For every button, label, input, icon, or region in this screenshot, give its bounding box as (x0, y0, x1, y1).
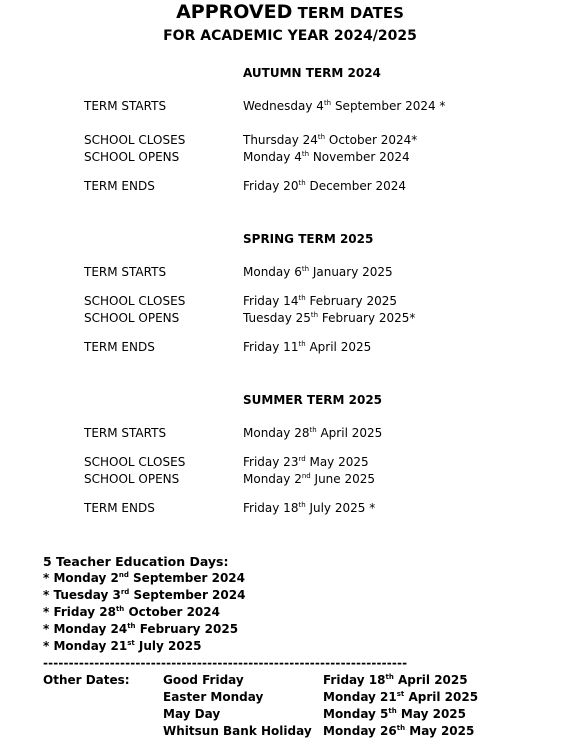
date-month-year: June 2025 (310, 472, 376, 486)
date-suffix: th (298, 294, 306, 302)
title-approved: APPROVED (176, 1, 293, 23)
date-month-year: May 2025 (396, 707, 466, 721)
date-suffix: th (298, 501, 306, 509)
spring-school-closes-label: SCHOOL CLOSES (84, 294, 186, 308)
date-suffix: rd (120, 588, 130, 596)
summer-term-starts-label: TERM STARTS (84, 426, 167, 440)
date-month-year: February 2025 (305, 294, 397, 308)
date-suffix: th (127, 622, 136, 630)
date-day: Friday 11 (243, 340, 299, 354)
date-month-year: December 2024 (305, 179, 407, 193)
date-month-year: May 2025 (305, 455, 369, 469)
spring-term-starts-label: TERM STARTS (84, 265, 167, 279)
autumn-term-starts-date (243, 99, 445, 113)
other-dates-label: Other Dates: (43, 673, 130, 687)
spring-term-ends-label: TERM ENDS (84, 340, 155, 354)
date-day: Monday 28 (243, 426, 310, 440)
date-month-year: January 2025 (309, 265, 393, 279)
date-day: * Monday 2 (43, 571, 119, 585)
summer-term-ends-date (243, 501, 375, 515)
date-suffix: th (298, 179, 306, 187)
dashed-separator: ----------------------------------------------------------------------- (43, 656, 408, 670)
date-month-year: October 2024* (325, 133, 418, 147)
autumn-term-starts-label: TERM STARTS (84, 99, 167, 113)
other-date-value (323, 707, 466, 721)
other-date-name: May Day (163, 707, 221, 721)
date-month-year: April 2025 (316, 426, 383, 440)
other-date-value (323, 690, 478, 704)
date-day: Friday 14 (243, 294, 299, 308)
date-suffix: th (309, 426, 317, 434)
autumn-school-opens-date (243, 150, 410, 164)
spring-school-closes-date (243, 294, 397, 308)
date-day: Monday 2 (243, 472, 302, 486)
date-month-year: February 2025* (318, 311, 416, 325)
teacher-day-item (43, 605, 220, 619)
date-month-year: November 2024 (309, 150, 410, 164)
date-day: Monday 21 (323, 690, 397, 704)
summer-school-opens-label: SCHOOL OPENS (84, 472, 180, 486)
date-month-year: July 2025 * (305, 501, 376, 515)
teacher-day-item (43, 571, 245, 585)
date-suffix: th (301, 265, 310, 273)
date-suffix: th (301, 150, 310, 158)
spring-term-ends-date (243, 340, 371, 354)
date-suffix: st (396, 690, 405, 698)
date-day: Friday 18 (243, 501, 299, 515)
date-day: * Monday 21 (43, 639, 128, 653)
date-day: * Monday 24 (43, 622, 128, 636)
date-suffix: st (127, 639, 135, 647)
document-title (0, 0, 580, 25)
date-month-year: September 2024 * (331, 99, 446, 113)
summer-term-starts-date (243, 426, 382, 440)
date-day: Monday 4 (243, 150, 302, 164)
date-suffix: th (317, 133, 326, 141)
date-day: Tuesday 25 (243, 311, 311, 325)
other-date-name: Good Friday (163, 673, 244, 687)
autumn-term-heading: AUTUMN TERM 2024 (243, 66, 381, 80)
spring-term-starts-date (243, 265, 393, 279)
title-term-dates: TERM DATES (292, 4, 404, 22)
date-suffix: th (388, 707, 397, 715)
date-month-year: May 2025 (405, 724, 475, 738)
date-month-year: April 2025 (305, 340, 372, 354)
autumn-term-ends-label: TERM ENDS (84, 179, 155, 193)
date-month-year: April 2025 (404, 690, 479, 704)
date-suffix: th (385, 673, 394, 681)
date-month-year: September 2024 (128, 571, 246, 585)
date-suffix: th (396, 724, 406, 732)
teacher-day-item (43, 639, 201, 653)
date-day: Friday 18 (323, 673, 386, 687)
summer-school-opens-date (243, 472, 375, 486)
date-suffix: rd (298, 455, 306, 463)
spring-school-opens-date (243, 311, 415, 325)
date-month-year: February 2025 (135, 622, 239, 636)
date-day: * Tuesday 3 (43, 588, 121, 602)
date-day: Monday 6 (243, 265, 302, 279)
date-day: Friday 20 (243, 179, 299, 193)
other-date-value (323, 673, 468, 687)
teacher-day-item (43, 588, 245, 602)
date-day: Wednesday 4 (243, 99, 324, 113)
date-suffix: th (310, 311, 319, 319)
date-day: * Friday 28 (43, 605, 116, 619)
autumn-school-opens-label: SCHOOL OPENS (84, 150, 180, 164)
spring-school-opens-label: SCHOOL OPENS (84, 311, 180, 325)
date-suffix: th (298, 340, 306, 348)
date-month-year: April 2025 (393, 673, 468, 687)
autumn-school-closes-label: SCHOOL CLOSES (84, 133, 186, 147)
teacher-days-heading: 5 Teacher Education Days: (43, 554, 229, 569)
date-suffix: nd (301, 472, 311, 480)
date-day: Monday 5 (323, 707, 389, 721)
other-date-name: Easter Monday (163, 690, 264, 704)
autumn-school-closes-date (243, 133, 417, 147)
date-day: Friday 23 (243, 455, 299, 469)
summer-term-ends-label: TERM ENDS (84, 501, 155, 515)
summer-term-heading: SUMMER TERM 2025 (243, 393, 383, 407)
document-subtitle: FOR ACADEMIC YEAR 2024/2025 (163, 28, 417, 44)
spring-term-heading: SPRING TERM 2025 (243, 232, 374, 246)
date-suffix: th (323, 99, 332, 107)
date-day: Thursday 24 (243, 133, 318, 147)
other-date-name: Whitsun Bank Holiday (163, 724, 312, 738)
teacher-day-item (43, 622, 238, 636)
date-day: Monday 26 (323, 724, 397, 738)
other-date-value (323, 724, 474, 738)
date-month-year: September 2024 (129, 588, 246, 602)
date-month-year: October 2024 (124, 605, 220, 619)
date-suffix: th (115, 605, 125, 613)
autumn-term-ends-date (243, 179, 406, 193)
date-suffix: nd (118, 571, 129, 579)
summer-school-closes-label: SCHOOL CLOSES (84, 455, 186, 469)
date-month-year: July 2025 (134, 639, 202, 653)
summer-school-closes-date (243, 455, 369, 469)
